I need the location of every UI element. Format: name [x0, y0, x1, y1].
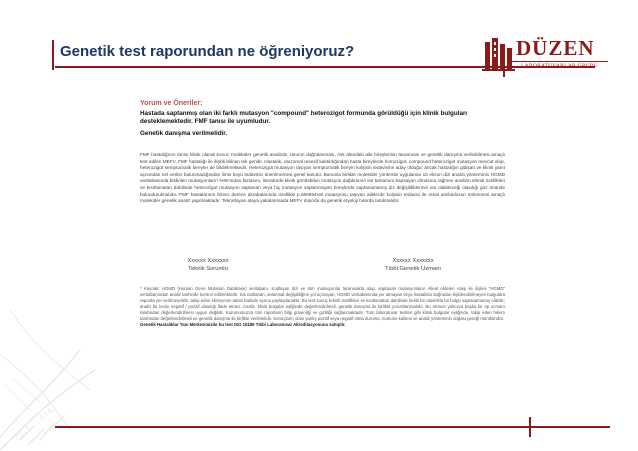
- signature-block: [140, 258, 505, 288]
- slide-title: Genetik test raporundan ne öğreniyoruz?: [60, 43, 355, 60]
- signature-name: Xxxxxx Xxxxxxx: [392, 258, 434, 264]
- footer-rule: [55, 426, 610, 428]
- report-section-heading: Yorum ve Öneriler:: [140, 100, 203, 107]
- svg-text:CGT: CGT: [12, 423, 34, 444]
- signature-geneticist: [353, 258, 473, 273]
- report-body-paragraph: FMF hastalığının tanısı klinik olarak konur; moleküler genetik analizde, tanının doğrulanması, risk altındaki aile bireylerinin taranması ve genetik danışma verilebilmesi amaçlı test edilen MEFV, FMF hastalığı ile ilişkili bilinen tek gendir. Hastalık, otozomal resesif kalıtıldığından hasta bireylerde homozigot, compound heterozigot mutasyon mevcut olup, heterozigot semptomatik bireyler de bildirilmektedir. Heterozigot mutasyon taşıyan semptomatik bireyin kolşisin tedavisine aday olduğu; ancak hastalığın gidişatı ve klinik yanıt açısından net veriler bulunmadığından ilmin boyu tedavinin önerilmemesi genel kanıdır. Bununla birlikte moleküler yöntemle uygulanan 10 ekzon dizi analizi yönteminin HGMD veritabanında bildirilen mutasyonların %90'ından fazlasını, literatürde klinik görülebilen mutasyon dağılımının ise tamamını kapsayan olmasına rağmen analizin teknik özellikleri ve kısıtlamaları dahilinde heterozigot mutasyon saptanan veya hiç mutasyon saptanmayan bireylerde saptanamamış diz değişikliklerinin var olabileceği olasılığı göz önünde bulundurulmalıdır. FMF hastalarının birinci derece akrabalarında özellikle p.Met694Val mutasyonu taşıyan ailelerde kolşisin tedavisi ile renal amiloidozun önlenmesi amaçlı moleküler genetik analiz yapılmaktadır. Tekrarlayan ataya yakalanmada MEFV dışında da genetik etyoloji hatırda tutulmalıdır.: [140, 152, 505, 204]
- signature-name: Xxxxxx Xxxxxxx: [187, 258, 229, 264]
- title-left-accent: [52, 40, 54, 70]
- report-interpretation: Hastada saptanmış olan iki farklı mutasyon "compound" heterozigot formunda görüldüğü için klinik bulguları desteklemektedir. FMF tanısı ile uyumludur.: [140, 110, 468, 125]
- signature-technical: [148, 258, 268, 273]
- company-logo: [482, 36, 608, 72]
- footer-rule-tick: [529, 417, 531, 437]
- signature-role: Teknik Sorumlu: [188, 265, 228, 272]
- accreditation-note: Genetik Hastalıklar Tanı Merkezimizde bu test ISO 15189 Tıbbi Laboratuvar Akreditasyonuna sahiptir.: [140, 322, 346, 327]
- report-counseling-note: Genetik danışma verilmelidir.: [140, 130, 228, 137]
- logo-subtitle: LABORATUVARLAR GRUBU: [511, 61, 608, 69]
- genetic-report-document: [140, 100, 505, 415]
- logo-name: DÜZEN: [516, 36, 595, 60]
- report-footnote: [140, 286, 505, 328]
- footnote-text: * Kaynak: HGMD (Human Gene Mutation Database) veritabanı. Kodlayan dizi ve tüm mutasyonlar taranmakta olup, saptanan mutasyonların Alleal Aldeleri Ataşi ile ilişkisi "HGMD" veritabanından analiz tarihinde kontrol edilmektedir. Sık rastlanan, anlamsal değişikliğine yol açmayan, HGMD veritabanında yer almayan veya hastalıkla doğrudan ilişkilendirilmeyen bulgulara raporda yer verilmeyebilir, takip eden klinisyenin talebi halinde ayrıca paylaşılacaktır. Bu test sonuç teknik özellikleri ve kısıtlamaları dahilinde belirli bir olasılıkla bir bulgu saptanamamış olabilir; analiz bir kesin negatif / pozitif olasılığı ifade etmez. Analiz, klinik bulgular eşliğinde değerlendirilmeli, genetik danışma ile birlikte yorumlanmalıdır. Bu ürünün yalnızca başka bir tıp uzmanı tarafından değerlendirilmesi uygun değildir. Kurumumuzca tüm raporların bilgi güvenliği ve gizliliği sağlanmaktadır. Tüm laboratuvar testleri gibi klinik bulgular eşliğinde, takip eden hekim tarafından değerlendirilmeli ve genetik danışma ile birlikte verilmelidir. Sonuçların olası yanlış pozitif veya negatif olma durumu, numune kalitesi ve analiz yönteminin doğası gereği mümkündür.: [140, 286, 505, 321]
- svg-text:ATA: ATA: [36, 405, 56, 424]
- signature-role: Tıbbi Genetik Uzmanı: [384, 265, 442, 272]
